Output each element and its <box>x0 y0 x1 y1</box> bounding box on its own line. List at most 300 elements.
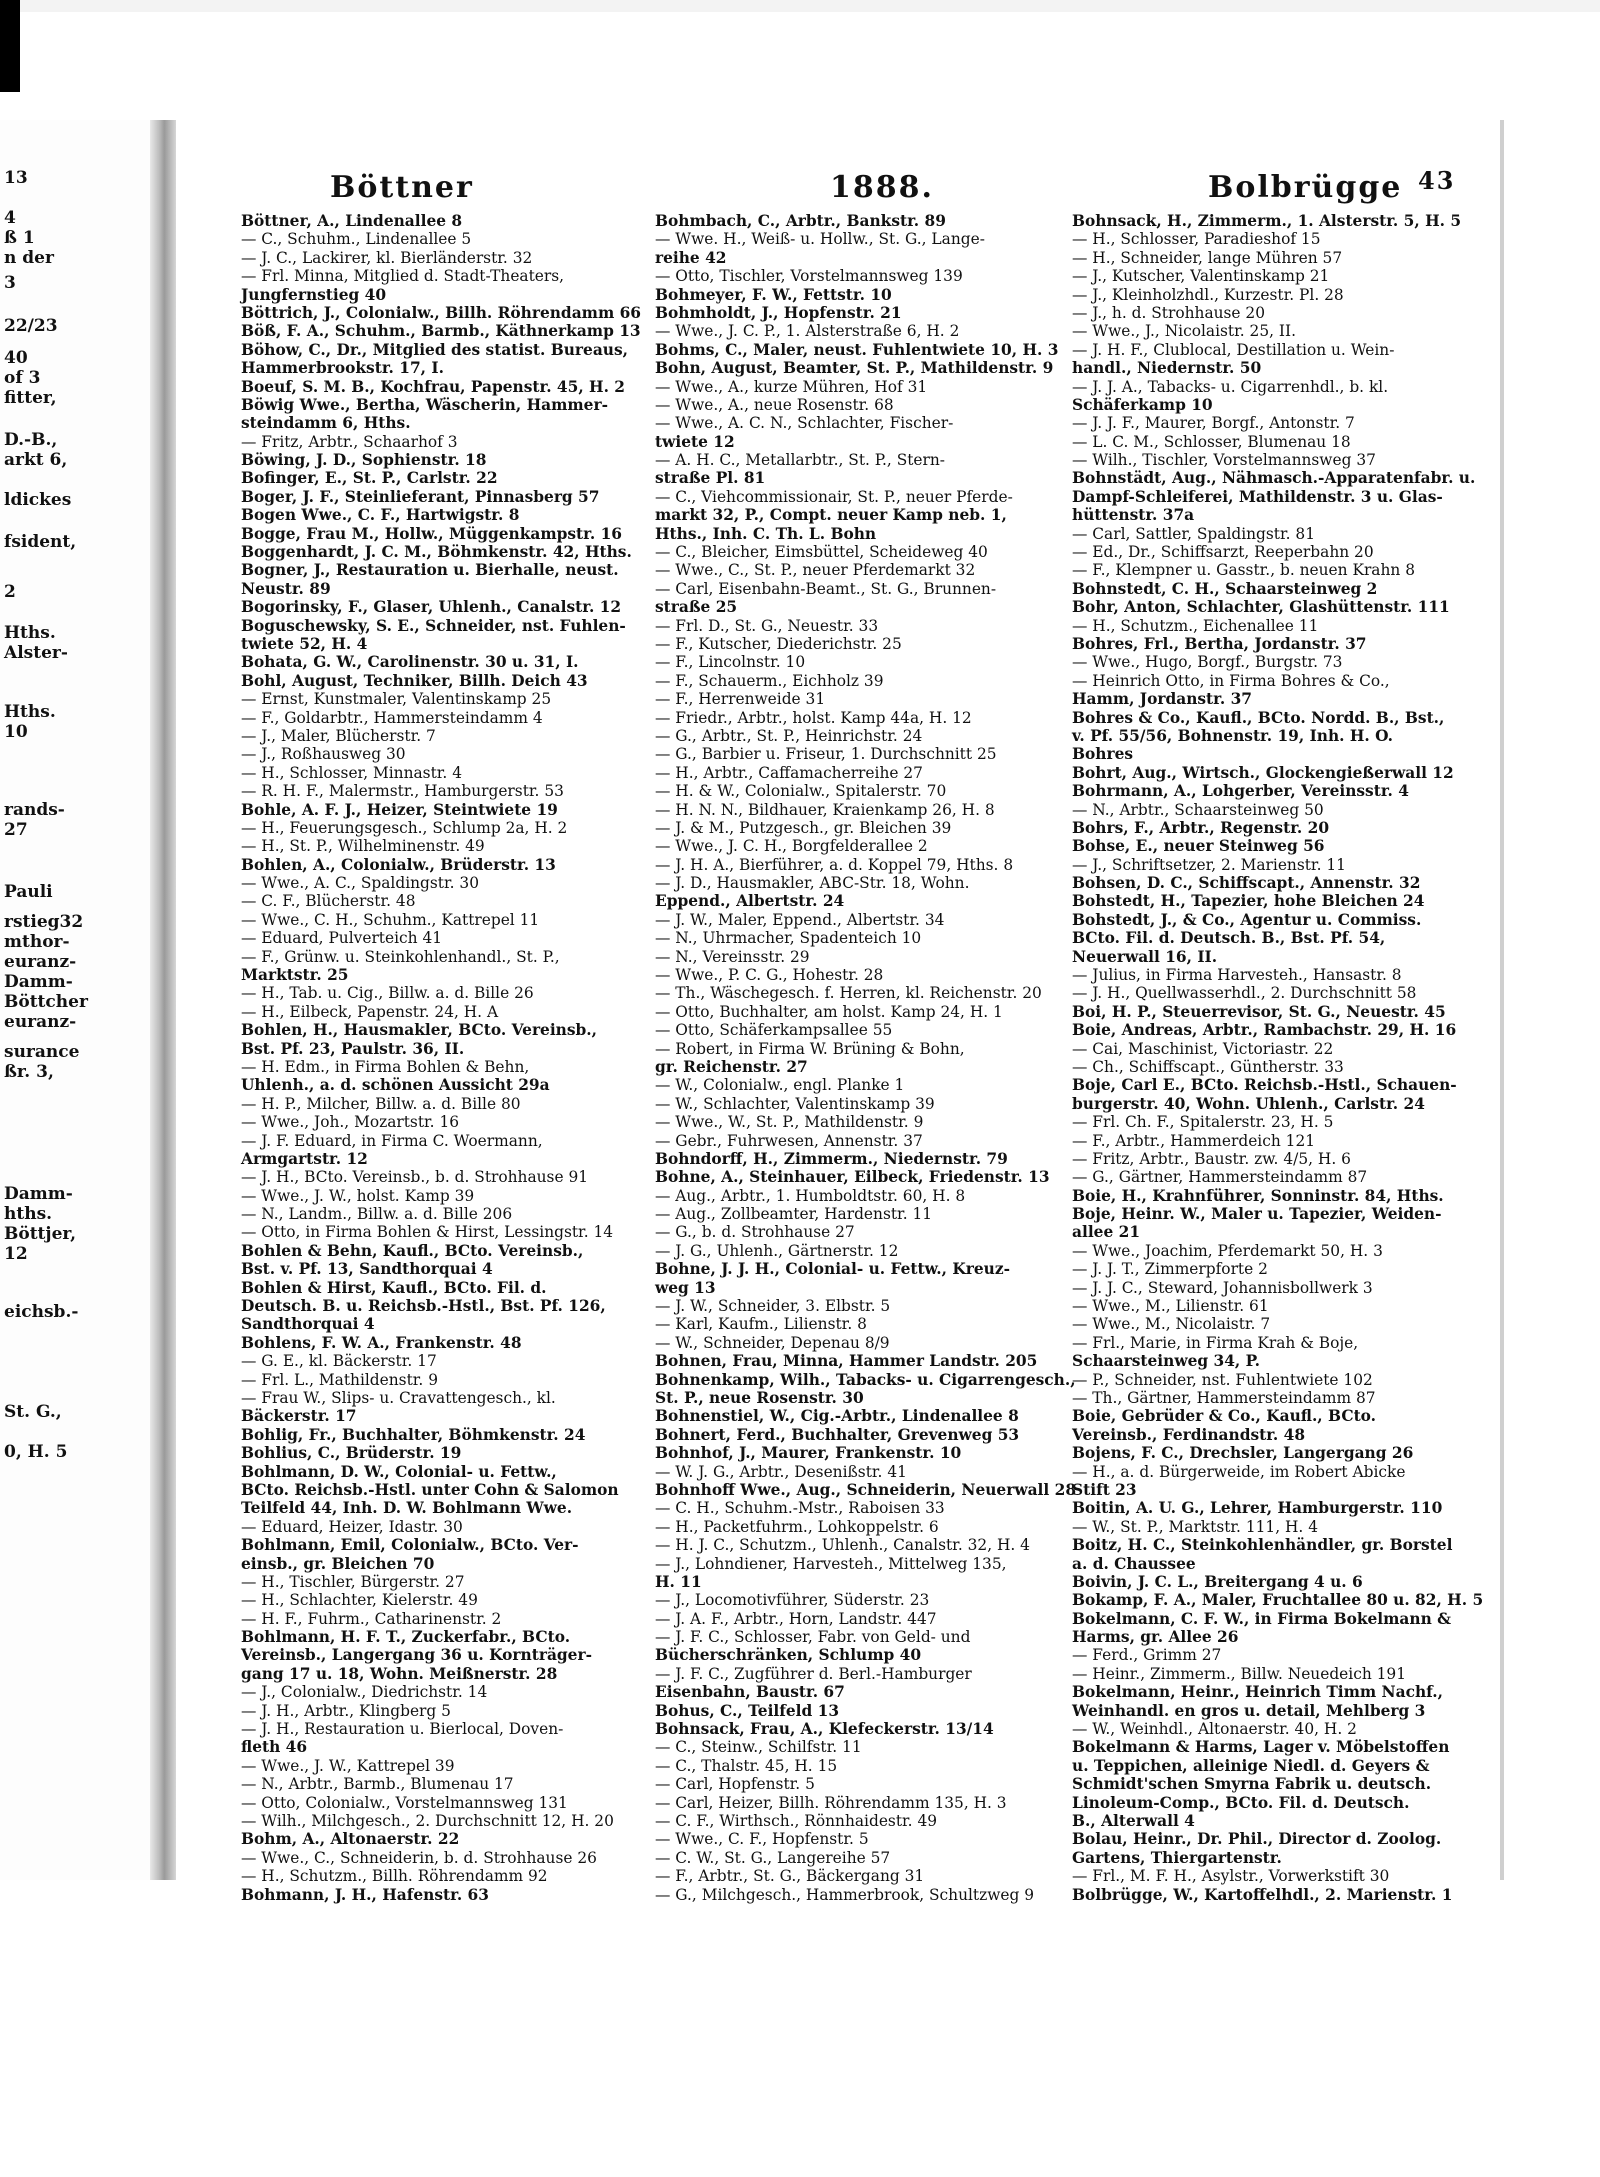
directory-subentry: — Karl, Kaufm., Lilienstr. 8 <box>655 1315 867 1334</box>
directory-entry: allee 21 <box>1072 1223 1141 1242</box>
directory-entry: Bohus, C., Teilfeld 13 <box>655 1701 840 1720</box>
directory-subentry: — Eduard, Pulverteich 41 <box>241 929 443 948</box>
directory-entry: Bogge, Frau M., Hollw., Müggenkampstr. 16 <box>241 524 622 543</box>
directory-entry: Bogorinsky, F., Glaser, Uhlenh., Canalstr. 12 <box>241 598 622 617</box>
directory-subentry: — F., Klempner u. Gasstr., b. neuen Krahn 8 <box>1072 561 1415 580</box>
directory-subentry: — Eduard, Heizer, Idastr. 30 <box>241 1517 463 1536</box>
directory-entry: Bolau, Heinr., Dr. Phil., Director d. Zoolog. <box>1072 1830 1442 1849</box>
directory-subentry: — J. H., BCto. Vereinsb., b. d. Strohhause 91 <box>241 1168 589 1187</box>
directory-subentry: — Wilh., Tischler, Vorstelmannsweg 37 <box>1072 451 1376 470</box>
directory-subentry: — H., Schneider, lange Mühren 57 <box>1072 248 1343 267</box>
directory-subentry: — J. G., Uhlenh., Gärtnerstr. 12 <box>655 1241 899 1260</box>
directory-subentry: — Frl., Marie, in Firma Krah & Boje, <box>1072 1333 1359 1352</box>
directory-subentry: — J. H., Restauration u. Bierlocal, Doven- <box>241 1720 564 1739</box>
directory-subentry: — A. H. C., Metallarbtr., St. P., Stern- <box>655 451 946 470</box>
directory-subentry: — R. H. F., Malermstr., Hamburgerstr. 53 <box>241 782 564 801</box>
directory-entry: Bohmholdt, J., Hopfenstr. 21 <box>655 303 902 322</box>
directory-subentry: — Ch., Schiffscapt., Güntherstr. 33 <box>1072 1057 1344 1076</box>
directory-entry: Bohne, A., Steinhauer, Eilbeck, Friedenstr. 13 <box>655 1168 1050 1187</box>
directory-subentry: — Wwe., M., Nicolaistr. 7 <box>1072 1315 1271 1334</box>
directory-subentry: — Frl. D., St. G., Neuestr. 33 <box>655 616 879 635</box>
directory-subentry: — W. J. G., Arbtr., Desenißstr. 41 <box>655 1462 907 1481</box>
directory-subentry: — Wwe., P. C. G., Hohestr. 28 <box>655 966 884 985</box>
left-page-text-fragment: 22/23 <box>4 316 58 336</box>
directory-subentry: — J., Locomotivführer, Süderstr. 23 <box>655 1591 930 1610</box>
directory-entry: Bohm, A., Altonaerstr. 22 <box>241 1830 460 1849</box>
directory-subentry: — Heinrich Otto, in Firma Bohres & Co., <box>1072 671 1390 690</box>
directory-entry: Boggenhardt, J. C. M., Böhmkenstr. 42, Hths. <box>241 543 632 562</box>
directory-subentry: — H. & W., Colonialw., Spitalerstr. 70 <box>655 782 947 801</box>
directory-subentry: — L. C. M., Schlosser, Blumenau 18 <box>1072 432 1351 451</box>
left-page-text-fragment: 10 <box>4 722 28 742</box>
directory-subentry: — H., Tab. u. Cig., Billw. a. d. Bille 26 <box>241 984 534 1003</box>
directory-subentry: — Frl. Minna, Mitglied d. Stadt-Theaters, <box>241 267 565 286</box>
directory-subentry: — H., Schlosser, Minnastr. 4 <box>241 763 463 782</box>
directory-subentry: — N., Arbtr., Barmb., Blumenau 17 <box>241 1775 514 1794</box>
directory-entry: Boie, Gebrüder & Co., Kaufl., BCto. <box>1072 1407 1377 1426</box>
directory-subentry: — Ed., Dr., Schiffsarzt, Reeperbahn 20 <box>1072 543 1374 562</box>
directory-entry: Eppend., Albertstr. 24 <box>655 892 845 911</box>
left-page-text-fragment: fsident, <box>4 532 77 552</box>
directory-subentry: — Heinr., Zimmerm., Billw. Neuedeich 191 <box>1072 1664 1407 1683</box>
directory-entry: steindamm 6, Hths. <box>241 414 411 433</box>
directory-entry: Bohrmann, A., Lohgerber, Vereinsstr. 4 <box>1072 782 1409 801</box>
directory-subentry: — F., Kutscher, Diederichstr. 25 <box>655 634 902 653</box>
directory-entry: Bohlen, H., Hausmakler, BCto. Vereinsb., <box>241 1021 598 1040</box>
directory-entry: Bogen Wwe., C. F., Hartwigstr. 8 <box>241 506 520 525</box>
directory-entry: Bohms, C., Maler, neust. Fuhlentwiete 10, H. 3 <box>655 340 1059 359</box>
directory-entry: twiete 52, H. 4 <box>241 634 368 653</box>
left-page-text-fragment: rstieg32 <box>4 912 84 932</box>
directory-subentry: — Wwe., C., St. P., neuer Pferdemarkt 32 <box>655 561 976 580</box>
directory-entry: Bokelmann, Heinr., Heinrich Timm Nachf., <box>1072 1683 1443 1702</box>
left-page-text-fragment: n der <box>4 248 54 268</box>
left-page-text-fragment: hths. <box>4 1204 53 1224</box>
directory-subentry: — Ernst, Kunstmaler, Valentinskamp 25 <box>241 690 552 709</box>
directory-entry: Neuerwall 16, II. <box>1072 947 1218 966</box>
directory-entry: Dampf-Schleiferei, Mathildenstr. 3 u. Glas- <box>1072 487 1443 506</box>
directory-subentry: — F., Schauerm., Eichholz 39 <box>655 671 884 690</box>
directory-column-1 <box>241 212 651 1904</box>
directory-subentry: — Cai, Maschinist, Victoriastr. 22 <box>1072 1039 1334 1058</box>
directory-subentry: — J. W., Schneider, 3. Elbstr. 5 <box>655 1297 891 1316</box>
directory-entry: Bohnert, Ferd., Buchhalter, Grevenweg 53 <box>655 1425 1020 1444</box>
directory-subentry: — Fritz, Arbtr., Baustr. zw. 4/5, H. 6 <box>1072 1149 1351 1168</box>
directory-subentry: — W., Weinhdl., Altonaerstr. 40, H. 2 <box>1072 1720 1357 1739</box>
left-page-text-fragment: surance <box>4 1042 80 1062</box>
directory-subentry: — H., Schutzm., Billh. Röhrendamm 92 <box>241 1867 548 1886</box>
directory-subentry: — H., Schutzm., Eichenallee 11 <box>1072 616 1319 635</box>
directory-subentry: — Wwe., J. W., Kattrepel 39 <box>241 1756 455 1775</box>
directory-subentry: — J. & M., Putzgesch., gr. Bleichen 39 <box>655 818 952 837</box>
directory-entry: Harms, gr. Allee 26 <box>1072 1628 1239 1647</box>
directory-entry: Boguschewsky, S. E., Schneider, nst. Fuhlen- <box>241 616 626 635</box>
directory-entry: Böttrich, J., Colonialw., Billh. Röhrendamm 66 <box>241 303 642 322</box>
directory-entry: markt 32, P., Compt. neuer Kamp neb. 1, <box>655 506 1007 525</box>
directory-entry: Boeuf, S. M. B., Kochfrau, Papenstr. 45, H. 2 <box>241 377 626 396</box>
directory-entry: Bohres, Frl., Bertha, Jordanstr. 37 <box>1072 634 1367 653</box>
directory-entry: Schmidt'schen Smyrna Fabrik u. deutsch. <box>1072 1775 1432 1794</box>
directory-entry: Bohnhof, J., Maurer, Frankenstr. 10 <box>655 1444 962 1463</box>
directory-subentry: — H., Eilbeck, Papenstr. 24, H. A <box>241 1002 499 1021</box>
directory-subentry: — G., b. d. Strohhause 27 <box>655 1223 855 1242</box>
directory-subentry: — J., Roßhausweg 30 <box>241 745 406 764</box>
directory-entry: Sandthorquai 4 <box>241 1315 375 1334</box>
directory-subentry: — Wwe., J. C. H., Borgfelderallee 2 <box>655 837 928 856</box>
directory-entry: straße Pl. 81 <box>655 469 766 488</box>
directory-subentry: — Wwe., J. C. P., 1. Alsterstraße 6, H. 2 <box>655 322 960 341</box>
directory-subentry: — C. F., Blücherstr. 48 <box>241 892 416 911</box>
directory-subentry: — Carl, Hopfenstr. 5 <box>655 1775 815 1794</box>
directory-entry: Boivin, J. C. L., Breitergang 4 u. 6 <box>1072 1572 1363 1591</box>
left-page-text-fragment: Hths. <box>4 702 56 722</box>
running-head-year: 1888. <box>830 170 934 205</box>
directory-subentry: — Wwe., A., neue Rosenstr. 68 <box>655 395 894 414</box>
directory-subentry: — Th., Wäschegesch. f. Herren, kl. Reichenstr. 20 <box>655 984 1042 1003</box>
directory-entry: fleth 46 <box>241 1738 308 1757</box>
directory-subentry: — J., Colonialw., Diedrichstr. 14 <box>241 1683 488 1702</box>
directory-subentry: — Otto, in Firma Bohlen & Hirst, Lessingstr. 14 <box>241 1223 614 1242</box>
left-page-text-fragment: 3 <box>4 273 16 293</box>
directory-entry: Bohrt, Aug., Wirtsch., Glockengießerwall 12 <box>1072 763 1454 782</box>
left-page-text-fragment: euranz- <box>4 1012 77 1032</box>
directory-subentry: — J. A. F., Arbtr., Horn, Landstr. 447 <box>655 1609 937 1628</box>
directory-subentry: — F., Arbtr., St. G., Bäckergang 31 <box>655 1867 925 1886</box>
left-page-text-fragment: arkt 6, <box>4 450 68 470</box>
left-page-text-fragment: 4 <box>4 208 16 228</box>
directory-entry: Bohl, August, Techniker, Billh. Deich 43 <box>241 671 588 690</box>
left-page-text-fragment: 40 <box>4 348 28 368</box>
directory-entry: Eisenbahn, Baustr. 67 <box>655 1683 845 1702</box>
directory-subentry: — H. F., Fuhrm., Catharinenstr. 2 <box>241 1609 502 1628</box>
directory-entry: gr. Reichenstr. 27 <box>655 1057 808 1076</box>
directory-subentry: — Wwe., J., Nicolaistr. 25, II. <box>1072 322 1296 341</box>
directory-subentry: — J., Kutscher, Valentinskamp 21 <box>1072 267 1330 286</box>
directory-entry: handl., Niedernstr. 50 <box>1072 359 1262 378</box>
directory-subentry: — F., Arbtr., Hammerdeich 121 <box>1072 1131 1316 1150</box>
directory-subentry: — J., Lohndiener, Harvesteh., Mittelweg 135, <box>655 1554 1007 1573</box>
directory-entry: Bohnen, Frau, Minna, Hammer Landstr. 205 <box>655 1352 1038 1371</box>
directory-subentry: — F., Lincolnstr. 10 <box>655 653 806 672</box>
directory-entry: hüttenstr. 37a <box>1072 506 1195 525</box>
directory-subentry: — Wwe., Joachim, Pferdemarkt 50, H. 3 <box>1072 1241 1383 1260</box>
directory-subentry: — Fritz, Arbtr., Schaarhof 3 <box>241 432 458 451</box>
directory-entry: Boie, H., Krahnführer, Sonninstr. 84, Hths. <box>1072 1186 1444 1205</box>
directory-subentry: — J. F. Eduard, in Firma C. Woermann, <box>241 1131 543 1150</box>
directory-entry: Deutsch. B. u. Reichsb.-Hstl., Bst. Pf. 126, <box>241 1297 606 1316</box>
directory-subentry: — H. J. C., Schutzm., Uhlenh., Canalstr. 32, H. 4 <box>655 1536 1030 1555</box>
directory-subentry: — J. W., Maler, Eppend., Albertstr. 34 <box>655 910 945 929</box>
directory-subentry: — N., Arbtr., Schaarsteinweg 50 <box>1072 800 1324 819</box>
directory-entry: gang 17 u. 18, Wohn. Meißnerstr. 28 <box>241 1664 558 1683</box>
directory-subentry: — P., Schneider, nst. Fuhlentwiete 102 <box>1072 1370 1373 1389</box>
directory-subentry: — G., Barbier u. Friseur, 1. Durchschnitt 25 <box>655 745 997 764</box>
directory-subentry: — C., Bleicher, Eimsbüttel, Scheideweg 40 <box>655 543 988 562</box>
directory-entry: BCto. Fil. d. Deutsch. B., Bst. Pf. 54, <box>1072 929 1386 948</box>
directory-entry: Bokelmann, C. F. W., in Firma Bokelmann & <box>1072 1609 1452 1628</box>
directory-entry: Bohmann, J. H., Hafenstr. 63 <box>241 1885 489 1904</box>
left-page-text-fragment: Böttcher <box>4 992 88 1012</box>
directory-subentry: — J. H., Arbtr., Klingberg 5 <box>241 1701 451 1720</box>
directory-subentry: — Wwe., W., St. P., Mathildenstr. 9 <box>655 1113 924 1132</box>
directory-subentry: — Carl, Heizer, Billh. Röhrendamm 135, H. 3 <box>655 1793 1007 1812</box>
scan-edge-mark <box>0 0 20 92</box>
directory-subentry: — Otto, Buchhalter, am holst. Kamp 24, H. 1 <box>655 1002 1003 1021</box>
page-right-edge <box>1500 120 1504 1880</box>
directory-subentry: — C. F., Wirthsch., Rönnhaidestr. 49 <box>655 1811 938 1830</box>
left-page-text-fragment: of 3 <box>4 368 41 388</box>
directory-entry: Böwing, J. D., Sophienstr. 18 <box>241 451 487 470</box>
directory-subentry: — Gebr., Fuhrwesen, Annenstr. 37 <box>655 1131 923 1150</box>
directory-entry: Bohn, August, Beamter, St. P., Mathildenstr. 9 <box>655 359 1054 378</box>
directory-subentry: — Wilh., Milchgesch., 2. Durchschnitt 12, H. 20 <box>241 1811 614 1830</box>
directory-subentry: — Frl., M. F. H., Asylstr., Vorwerkstift 30 <box>1072 1867 1390 1886</box>
directory-subentry: — J., Maler, Blücherstr. 7 <box>241 726 436 745</box>
directory-subentry: — H., Schlosser, Paradieshof 15 <box>1072 230 1321 249</box>
directory-entry: Boie, Andreas, Arbtr., Rambachstr. 29, H. 16 <box>1072 1021 1457 1040</box>
directory-entry: Boitz, H. C., Steinkohlenhändler, gr. Borstel <box>1072 1536 1453 1555</box>
directory-entry: Bohsen, D. C., Schiffscapt., Annenstr. 32 <box>1072 874 1421 893</box>
directory-entry: Armgartstr. 12 <box>241 1149 368 1168</box>
directory-subentry: — Frl. Ch. F., Spitalerstr. 23, H. 5 <box>1072 1113 1334 1132</box>
directory-entry: Stift 23 <box>1072 1480 1137 1499</box>
directory-entry: u. Teppichen, alleinige Niedl. d. Geyers & <box>1072 1756 1430 1775</box>
directory-entry: burgerstr. 40, Wohn. Uhlenh., Carlstr. 24 <box>1072 1094 1425 1113</box>
left-page-text-fragment: rands- <box>4 800 65 820</box>
directory-subentry: — H., Schlachter, Kielerstr. 49 <box>241 1591 478 1610</box>
directory-column-3 <box>1072 212 1484 1904</box>
left-page-fragment <box>0 120 150 1880</box>
directory-entry: Bohlmann, Emil, Colonialw., BCto. Ver- <box>241 1536 579 1555</box>
directory-subentry: — H. Edm., in Firma Bohlen & Behn, <box>241 1057 530 1076</box>
directory-entry: Bohrs, F., Arbtr., Regenstr. 20 <box>1072 818 1330 837</box>
directory-entry: Bohlmann, D. W., Colonial- u. Fettw., <box>241 1462 557 1481</box>
directory-entry: a. d. Chaussee <box>1072 1554 1196 1573</box>
directory-subentry: — Wwe., Joh., Mozartstr. 16 <box>241 1113 460 1132</box>
directory-subentry: — Ferd., Grimm 27 <box>1072 1646 1222 1665</box>
running-head-right: Bolbrügge <box>1208 170 1403 205</box>
directory-entry: Teilfeld 44, Inh. D. W. Bohlmann Wwe. <box>241 1499 573 1518</box>
directory-entry: Jungfernstieg 40 <box>241 285 387 304</box>
directory-entry: Linoleum-Comp., BCto. Fil. d. Deutsch. <box>1072 1793 1410 1812</box>
directory-subentry: — Robert, in Firma W. Brüning & Bohn, <box>655 1039 965 1058</box>
left-page-text-fragment: 2 <box>4 582 16 602</box>
directory-entry: Bohlen & Hirst, Kaufl., BCto. Fil. d. <box>241 1278 547 1297</box>
directory-subentry: — H. N. N., Bildhauer, Kraienkamp 26, H. 8 <box>655 800 995 819</box>
directory-subentry: — H., a. d. Bürgerweide, im Robert Abicke <box>1072 1462 1406 1481</box>
directory-entry: Bohnhoff Wwe., Aug., Schneiderin, Neuerwall 28 <box>655 1480 1077 1499</box>
directory-entry: Bst. v. Pf. 13, Sandthorquai 4 <box>241 1260 493 1279</box>
directory-entry: Uhlenh., a. d. schönen Aussicht 29a <box>241 1076 550 1095</box>
directory-subentry: — Wwe. H., Weiß- u. Hollw., St. G., Lange- <box>655 230 985 249</box>
directory-subentry: — Otto, Tischler, Vorstelmannsweg 139 <box>655 267 963 286</box>
scan-frame-top <box>0 0 1600 12</box>
directory-subentry: — Frau W., Slips- u. Cravattengesch., kl. <box>241 1389 556 1407</box>
directory-entry: Bofinger, E., St. P., Carlstr. 22 <box>241 469 498 488</box>
directory-entry: Bohmeyer, F. W., Fettstr. 10 <box>655 285 892 304</box>
directory-subentry: — W., St. P., Marktstr. 111, H. 4 <box>1072 1517 1319 1536</box>
directory-subentry: — H., Arbtr., Caffamacherreihe 27 <box>655 763 923 782</box>
directory-entry: Bohnenstiel, W., Cig.-Arbtr., Lindenallee 8 <box>655 1407 1019 1426</box>
left-page-text-fragment: 0, H. 5 <box>4 1442 68 1462</box>
directory-entry: Marktstr. 25 <box>241 966 349 985</box>
directory-entry: Bohlen, A., Colonialw., Brüderstr. 13 <box>241 855 556 874</box>
left-page-text-fragment: Böttjer, <box>4 1224 77 1244</box>
directory-entry: Bohnsack, Frau, A., Klefeckerstr. 13/14 <box>655 1720 994 1739</box>
left-page-text-fragment: 13 <box>4 168 28 188</box>
directory-entry: BCto. Reichsb.-Hstl. unter Cohn & Salomon <box>241 1480 619 1499</box>
directory-subentry: — G., Gärtner, Hammersteindamm 87 <box>1072 1168 1368 1187</box>
directory-entry: Vereinsb., Ferdinandstr. 48 <box>1072 1425 1306 1444</box>
directory-subentry: — Wwe., J. W., holst. Kamp 39 <box>241 1186 475 1205</box>
directory-subentry: — J. H., Quellwasserhdl., 2. Durchschnitt 58 <box>1072 984 1417 1003</box>
directory-entry: Böwig Wwe., Bertha, Wäscherin, Hammer- <box>241 395 608 414</box>
directory-subentry: — J., Schriftsetzer, 2. Marienstr. 11 <box>1072 855 1346 874</box>
directory-subentry: — Aug., Arbtr., 1. Humboldtstr. 60, H. 8 <box>655 1186 966 1205</box>
directory-entry: Böß, F. A., Schuhm., Barmb., Käthnerkamp 13 <box>241 322 641 341</box>
directory-entry: Bücherschränken, Schlump 40 <box>655 1646 922 1665</box>
left-page-text-fragment: Damm- <box>4 972 73 992</box>
directory-entry: Bohnsack, H., Zimmerm., 1. Alsterstr. 5, H. 5 <box>1072 212 1462 230</box>
left-page-text-fragment: mthor- <box>4 932 70 952</box>
directory-entry: Bohse, E., neuer Steinweg 56 <box>1072 837 1325 856</box>
directory-entry: H. 11 <box>655 1572 702 1591</box>
directory-entry: Bohlen & Behn, Kaufl., BCto. Vereinsb., <box>241 1241 584 1260</box>
directory-entry: Boi, H. P., Steuerrevisor, St. G., Neuestr. 45 <box>1072 1002 1446 1021</box>
directory-subentry: — Aug., Zollbeamter, Hardenstr. 11 <box>655 1205 933 1224</box>
directory-entry: Boje, Heinr. W., Maler u. Tapezier, Weiden- <box>1072 1205 1442 1224</box>
left-page-text-fragment: ldickes <box>4 490 72 510</box>
left-page-text-fragment: Pauli <box>4 882 53 902</box>
directory-entry: Bohnenkamp, Wilh., Tabacks- u. Cigarrengesch., <box>655 1370 1076 1389</box>
directory-entry: twiete 12 <box>655 432 735 451</box>
directory-subentry: — J. D., Hausmakler, ABC-Str. 18, Wohn. <box>655 874 970 893</box>
directory-subentry: — Wwe., C. F., Hopfenstr. 5 <box>655 1830 869 1849</box>
directory-entry: Bokamp, F. A., Maler, Fruchtallee 80 u. 82, H. 5 <box>1072 1591 1484 1610</box>
directory-entry: Bokelmann & Harms, Lager v. Möbelstoffen <box>1072 1738 1450 1757</box>
directory-entry: Bohstedt, J., & Co., Agentur u. Commiss. <box>1072 910 1422 929</box>
directory-subentry: — J., h. d. Strohhause 20 <box>1072 303 1266 322</box>
directory-entry: Bohne, J. J. H., Colonial- u. Fettw., Kreuz- <box>655 1260 1010 1279</box>
directory-subentry: — C. W., St. G., Langereihe 57 <box>655 1848 891 1867</box>
directory-entry: Bohnstädt, Aug., Nähmasch.-Apparatenfabr. u. <box>1072 469 1476 488</box>
directory-entry: Schaarsteinweg 34, P. <box>1072 1352 1261 1371</box>
directory-entry: Bohndorff, H., Zimmerm., Niedernstr. 79 <box>655 1149 1008 1168</box>
directory-entry: Gartens, Thiergartenstr. <box>1072 1848 1282 1867</box>
directory-entry: Schäferkamp 10 <box>1072 395 1213 414</box>
left-page-text-fragment: ßr. 3, <box>4 1062 54 1082</box>
directory-subentry: — W., Colonialw., engl. Planke 1 <box>655 1076 905 1095</box>
directory-entry: Bojens, F. C., Drechsler, Langergang 26 <box>1072 1444 1414 1463</box>
directory-subentry: — Wwe., C., Schneiderin, b. d. Strohhause 26 <box>241 1848 597 1867</box>
directory-entry: Bohlens, F. W. A., Frankenstr. 48 <box>241 1333 522 1352</box>
directory-entry: reihe 42 <box>655 248 727 267</box>
directory-entry: Bohstedt, H., Tapezier, hohe Bleichen 24 <box>1072 892 1425 911</box>
directory-entry: Bohr, Anton, Schlachter, Glashüttenstr. 111 <box>1072 598 1450 617</box>
directory-subentry: — J., Kleinholzhdl., Kurzestr. Pl. 28 <box>1072 285 1344 304</box>
directory-subentry: — N., Landm., Billw. a. d. Bille 206 <box>241 1205 513 1224</box>
left-page-text-fragment: euranz- <box>4 952 77 972</box>
directory-subentry: — J. F. C., Zugführer d. Berl.-Hamburger <box>655 1664 972 1683</box>
directory-entry: Bohmbach, C., Arbtr., Bankstr. 89 <box>655 212 946 230</box>
directory-subentry: — J. C., Lackirer, kl. Bierländerstr. 32 <box>241 248 533 267</box>
directory-subentry: — J. J. T., Zimmerpforte 2 <box>1072 1260 1268 1279</box>
page-gutter <box>150 120 176 1880</box>
directory-subentry: — C. H., Schuhm.-Mstr., Raboisen 33 <box>655 1499 945 1518</box>
directory-subentry: — J. F. C., Schlosser, Fabr. von Geld- und <box>655 1628 971 1647</box>
directory-subentry: — G., Milchgesch., Hammerbrook, Schultzweg 9 <box>655 1885 1035 1904</box>
directory-entry: Hammerbrookstr. 17, I. <box>241 359 444 378</box>
directory-entry: B., Alterwall 4 <box>1072 1811 1195 1830</box>
directory-subentry: — N., Vereinsstr. 29 <box>655 947 810 966</box>
left-page-text-fragment: 12 <box>4 1244 28 1264</box>
left-page-text-fragment: St. G., <box>4 1402 62 1422</box>
directory-entry: Bohnstedt, C. H., Schaarsteinweg 2 <box>1072 579 1378 598</box>
directory-subentry: — J. J. A., Tabacks- u. Cigarrenhdl., b. kl. <box>1072 377 1389 396</box>
directory-subentry: — J. H. F., Clublocal, Destillation u. Wein- <box>1072 340 1395 359</box>
directory-subentry: — N., Uhrmacher, Spadenteich 10 <box>655 929 922 948</box>
directory-subentry: — Wwe., A. C., Spaldingstr. 30 <box>241 874 480 893</box>
directory-entry: St. P., neue Rosenstr. 30 <box>655 1389 864 1407</box>
directory-entry: Weinhandl. en gros u. detail, Mehlberg 3 <box>1072 1701 1426 1720</box>
directory-subentry: — Carl, Sattler, Spaldingstr. 81 <box>1072 524 1316 543</box>
directory-subentry: — Otto, Schäferkampsallee 55 <box>655 1021 893 1040</box>
directory-entry: weg 13 <box>655 1278 716 1297</box>
directory-entry: Bohres <box>1072 745 1134 764</box>
directory-subentry: — F., Herrenweide 31 <box>655 690 826 709</box>
directory-subentry: — F., Goldarbtr., Hammersteindamm 4 <box>241 708 543 727</box>
directory-subentry: — Carl, Eisenbahn-Beamt., St. G., Brunnen- <box>655 579 997 598</box>
left-page-text-fragment: D.-B., <box>4 430 58 450</box>
directory-entry: Böhow, C., Dr., Mitglied des statist. Bureaus, <box>241 340 629 359</box>
directory-subentry: — C., Thalstr. 45, H. 15 <box>655 1756 838 1775</box>
left-page-text-fragment: ß 1 <box>4 228 35 248</box>
directory-subentry: — Friedr., Arbtr., holst. Kamp 44a, H. 12 <box>655 708 972 727</box>
directory-entry: Vereinsb., Langergang 36 u. Kornträger- <box>241 1646 592 1665</box>
directory-entry: Bohle, A. F. J., Heizer, Steintwiete 19 <box>241 800 558 819</box>
directory-entry: Bolbrügge, W., Kartoffelhdl., 2. Marienstr. 1 <box>1072 1885 1453 1904</box>
directory-subentry: — J. H. A., Bierführer, a. d. Koppel 79, Hths. 8 <box>655 855 1014 874</box>
directory-subentry: — Wwe., C. H., Schuhm., Kattrepel 11 <box>241 910 540 929</box>
left-page-text-fragment: eichsb.- <box>4 1302 79 1322</box>
directory-subentry: — Otto, Colonialw., Vorstelmannsweg 131 <box>241 1793 568 1812</box>
directory-entry: Bohata, G. W., Carolinenstr. 30 u. 31, I. <box>241 653 579 672</box>
directory-subentry: — J. J. C., Steward, Johannisbollwerk 3 <box>1072 1278 1373 1297</box>
directory-subentry: — G. E., kl. Bäckerstr. 17 <box>241 1352 437 1371</box>
directory-entry: Bohlig, Fr., Buchhalter, Böhmkenstr. 24 <box>241 1425 586 1444</box>
directory-entry: Bäckerstr. 17 <box>241 1407 357 1426</box>
directory-entry: v. Pf. 55/56, Bohnenstr. 19, Inh. H. O. <box>1072 726 1394 745</box>
left-page-text-fragment: Damm- <box>4 1184 73 1204</box>
directory-subentry: — H., Feuerungsgesch., Schlump 2a, H. 2 <box>241 818 568 837</box>
page-number: 43 <box>1418 166 1456 195</box>
directory-subentry: — Th., Gärtner, Hammersteindamm 87 <box>1072 1389 1376 1407</box>
directory-subentry: — Wwe., A., kurze Mühren, Hof 31 <box>655 377 928 396</box>
directory-entry: Neustr. 89 <box>241 579 331 598</box>
directory-subentry: — Wwe., A. C. N., Schlachter, Fischer- <box>655 414 954 433</box>
left-page-text-fragment: Hths. <box>4 623 56 643</box>
directory-subentry: — H. P., Milcher, Billw. a. d. Bille 80 <box>241 1094 521 1113</box>
directory-entry: Hths., Inh. C. Th. L. Bohn <box>655 524 877 543</box>
directory-entry: Bst. Pf. 23, Paulstr. 36, II. <box>241 1039 465 1058</box>
directory-entry: Boitin, A. U. G., Lehrer, Hamburgerstr. 110 <box>1072 1499 1443 1518</box>
directory-entry: Bohres & Co., Kaufl., BCto. Nordd. B., Bst., <box>1072 708 1445 727</box>
directory-entry: Bohlmann, H. F. T., Zuckerfabr., BCto. <box>241 1628 571 1647</box>
directory-subentry: — H., Packetfuhrm., Lohkoppelstr. 6 <box>655 1517 939 1536</box>
left-page-text-fragment: Alster- <box>4 643 68 663</box>
directory-subentry: — Julius, in Firma Harvesteh., Hansastr. 8 <box>1072 966 1402 985</box>
directory-subentry: — C., Schuhm., Lindenallee 5 <box>241 230 472 249</box>
